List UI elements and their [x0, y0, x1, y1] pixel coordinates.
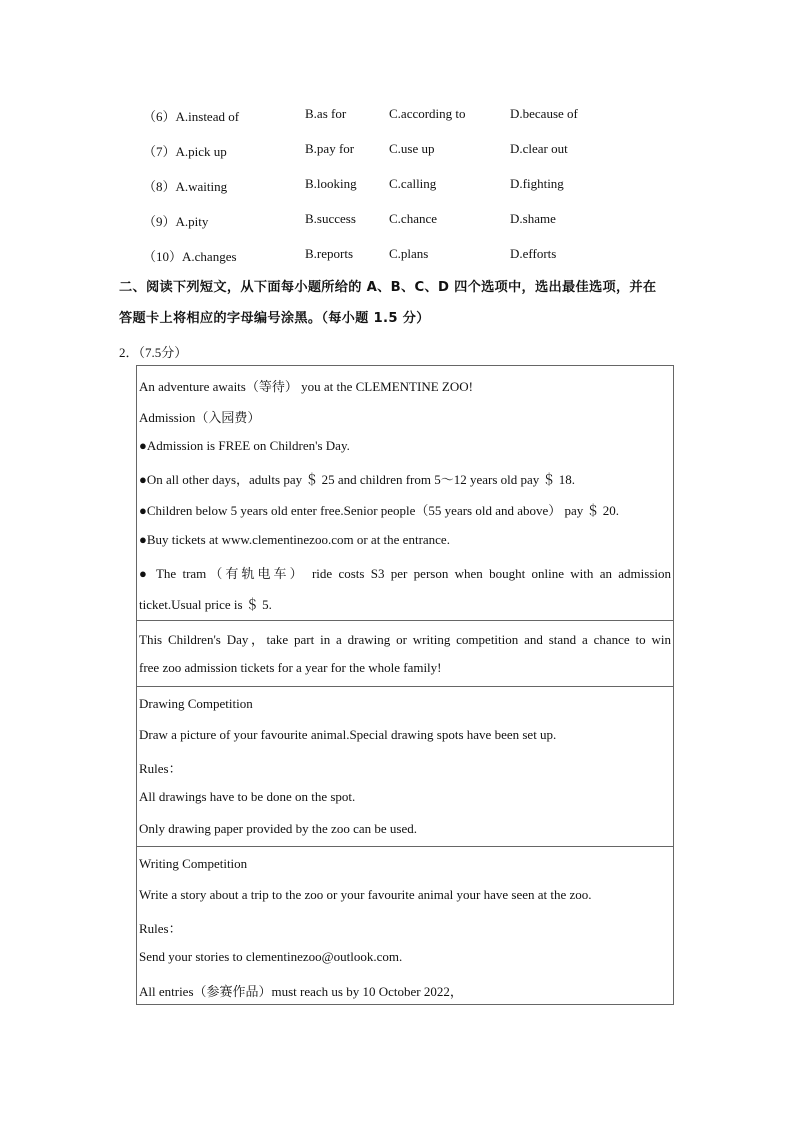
option-a-text: A.instead of [175, 109, 240, 124]
passage-line: An adventure awaits（等待） you at the CLEMENTINE ZOO! [139, 379, 473, 394]
option-b: B.pay for [305, 141, 355, 156]
option-a [143, 141, 227, 160]
passage-line: ●Children below 5 years old enter free.Senior people（55 years old and above） pay ＄ 20. [139, 503, 620, 518]
option-c: C.chance [389, 211, 438, 226]
option-b: B.reports [305, 246, 354, 261]
writing-competition-cell [137, 847, 673, 1004]
question-number: （8） [143, 179, 176, 194]
question-number: （9） [143, 214, 176, 229]
option-row-9 [0, 211, 794, 231]
option-a-text: A.pity [175, 214, 209, 229]
question-number: （10） [143, 249, 183, 264]
section-heading [119, 272, 679, 334]
option-a [143, 176, 227, 195]
option-d: D.efforts [510, 246, 557, 261]
passage-table [136, 365, 674, 1005]
option-row-6 [0, 106, 794, 126]
passage-line: ●On all other days，adults pay ＄ 25 and children from 5～12 years old pay ＄ 18. [139, 472, 576, 487]
passage-line: All drawings have to be done on the spot. [139, 789, 356, 804]
passage-line: Drawing Competition [139, 696, 253, 711]
passage-line: Draw a picture of your favourite animal.Special drawing spots have been set up. [139, 727, 557, 742]
option-c: C.plans [389, 246, 429, 261]
passage-line: Admission（入园费） [139, 410, 261, 425]
option-d: D.because of [510, 106, 578, 121]
question-number: （7） [143, 144, 176, 159]
passage-line: Only drawing paper provided by the zoo can be used. [139, 821, 417, 836]
passage-line: Rules： [139, 921, 182, 936]
question-label: 2．（7.5分） [119, 345, 188, 360]
passage-line: This Children's Day，take part in a drawing or writing competition and stand a chance to win [139, 632, 671, 647]
option-d: D.shame [510, 211, 556, 226]
option-a-text: A.changes [182, 249, 237, 264]
option-c: C.use up [389, 141, 435, 156]
passage-line: Writing Competition [139, 856, 248, 871]
section-heading-line-1: 二、阅读下列短文，从下面每小题所给的 A、B、C、D 四个选项中，选出最佳选项，并在 [119, 280, 657, 295]
option-row-8 [0, 176, 794, 196]
option-b: B.looking [305, 176, 357, 191]
competition-intro-cell [137, 621, 673, 687]
passage-line: ●Buy tickets at www.clementinezoo.com or at the entrance. [139, 532, 450, 547]
option-b: B.as for [305, 106, 347, 121]
section-heading-line-2: 答题卡上将相应的字母编号涂黑。（每小题 1.5 分） [119, 311, 430, 326]
option-row-7 [0, 141, 794, 161]
drawing-competition-cell [137, 687, 673, 847]
passage-line: Rules： [139, 761, 182, 776]
passage-line: free zoo admission tickets for a year for the whole family! [139, 660, 442, 675]
option-b: B.success [305, 211, 356, 226]
admission-cell [137, 366, 673, 621]
option-a-text: A.waiting [175, 179, 228, 194]
passage-line: Write a story about a trip to the zoo or your favourite animal your have seen at the zoo. [139, 887, 592, 902]
option-c: C.according to [389, 106, 466, 121]
passage-line: ●Admission is FREE on Children's Day. [139, 438, 350, 453]
passage-line: All entries（参赛作品）must reach us by 10 October 2022， [139, 984, 463, 999]
question-number: （6） [143, 109, 176, 124]
passage-line: Send your stories to clementinezoo@outlook.com. [139, 949, 403, 964]
option-a [143, 246, 237, 265]
option-a-text: A.pick up [175, 144, 227, 159]
option-a [143, 106, 239, 125]
passage-line: ● The tram（有轨电车） ride costs S3 per person when bought online with an admission [139, 566, 671, 581]
option-a [143, 211, 208, 230]
option-c: C.calling [389, 176, 437, 191]
option-row-10 [0, 246, 794, 266]
passage-line: ticket.Usual price is ＄ 5. [139, 597, 272, 612]
option-d: D.fighting [510, 176, 564, 191]
option-d: D.clear out [510, 141, 568, 156]
